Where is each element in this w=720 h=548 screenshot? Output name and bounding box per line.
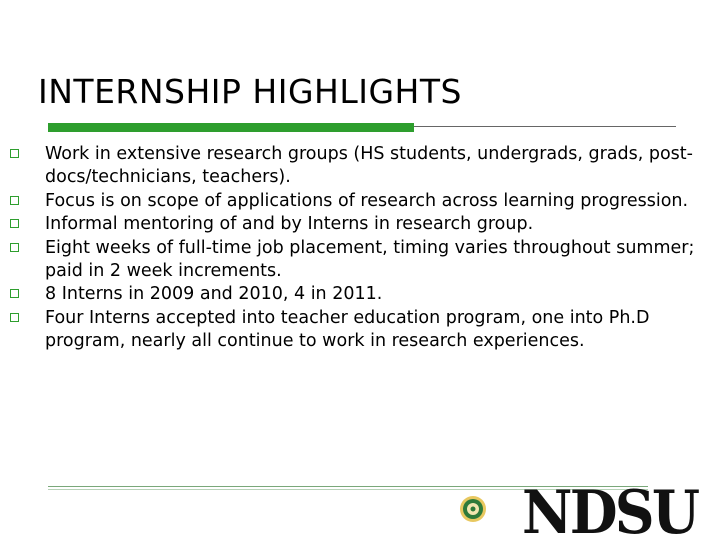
hollow-square-icon <box>10 149 19 158</box>
bullet-list <box>0 143 710 353</box>
bullet-item <box>0 213 710 236</box>
bullet-item <box>0 237 710 283</box>
bullet-item <box>0 143 710 189</box>
bullet-item <box>0 307 710 353</box>
bullet-text: Four Interns accepted into teacher education program, one into Ph.D program, nearly all continue to work in research experiences. <box>45 307 650 351</box>
hollow-square-icon <box>10 243 19 252</box>
title-rule-accent <box>48 123 414 132</box>
hollow-square-icon <box>10 219 19 228</box>
bullet-text: Focus is on scope of applications of research across learning progression. <box>45 190 689 211</box>
hollow-square-icon <box>10 196 19 205</box>
university-seal-icon <box>459 495 487 523</box>
slide-title: INTERNSHIP HIGHLIGHTS <box>38 72 462 111</box>
hollow-square-icon <box>10 289 19 298</box>
ndsu-logo: NDSU <box>522 478 698 548</box>
bullet-text: Informal mentoring of and by Interns in research group. <box>45 214 534 234</box>
bullet-text: Work in extensive research groups (HS students, undergrads, grads, post-docs/technicians, teachers). <box>45 144 693 187</box>
bullet-text: Eight weeks of full-time job placement, timing varies throughout summer; paid in 2 week increments. <box>45 237 695 281</box>
bullet-text: 8 Interns in 2009 and 2010, 4 in 2011. <box>45 284 383 304</box>
bullet-item <box>0 190 710 213</box>
hollow-square-icon <box>10 313 19 322</box>
title-rule-line <box>414 126 676 127</box>
bullet-item <box>0 283 710 306</box>
